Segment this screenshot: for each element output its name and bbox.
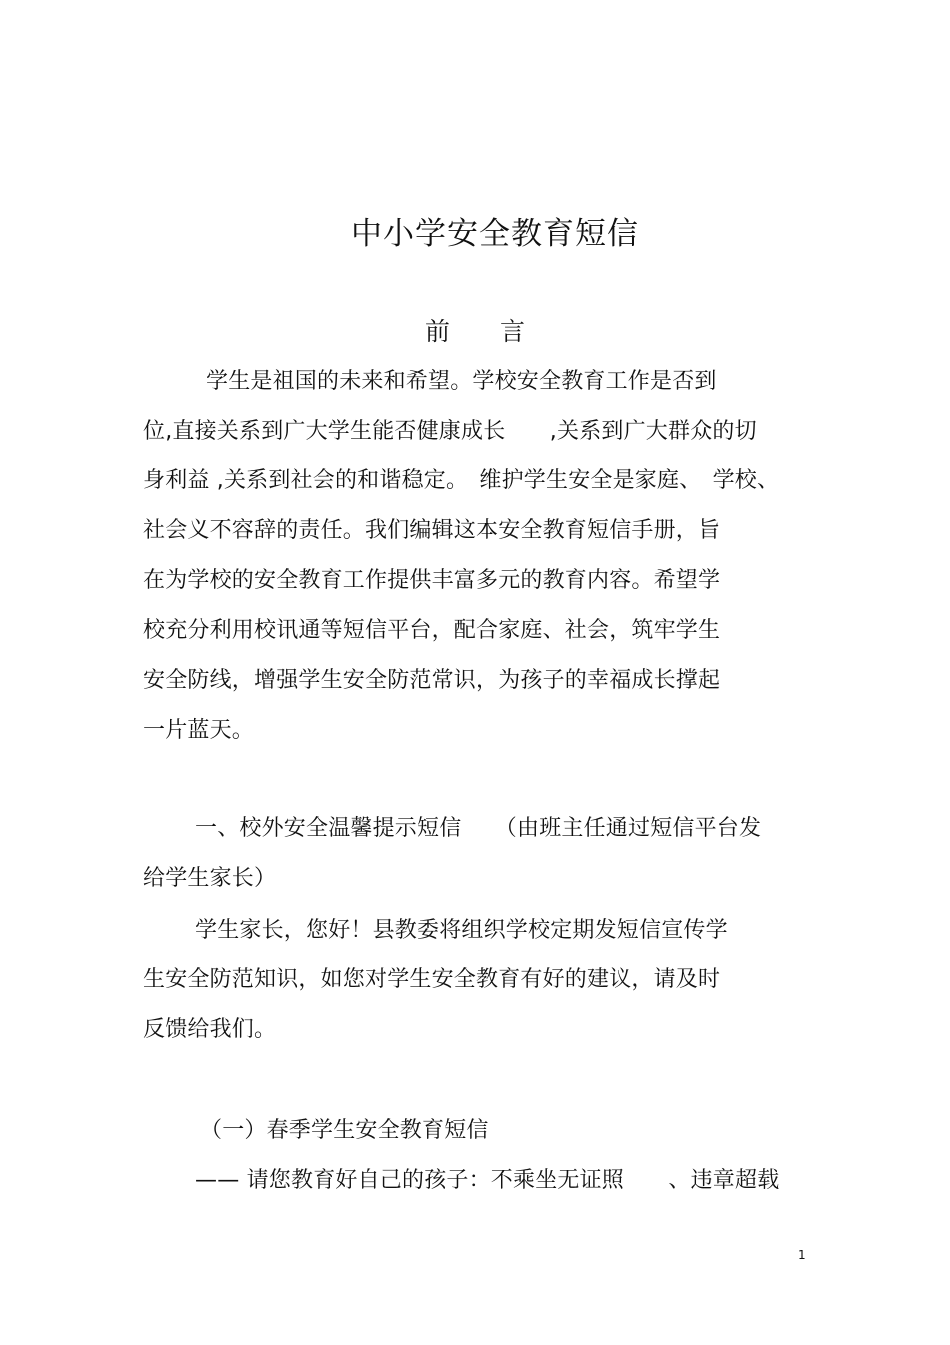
preface-heading: 前 言 xyxy=(424,317,525,346)
message-line: 学生家长，您好！县教委将组织学校定期发短信宣传学 xyxy=(195,918,728,943)
page-number: 1 xyxy=(798,1248,806,1262)
message-line: 生安全防范知识，如您对学生安全教育有好的建议，请及时 xyxy=(143,967,721,992)
preface-line: 位,直接关系到广大学生能否健康成长 ,关系到广大群众的切 xyxy=(143,419,757,444)
preface-line: 学生是祖国的未来和希望。学校安全教育工作是否到 xyxy=(206,369,717,394)
preface-line: 身利益 ,关系到社会的和谐稳定。 维护学生安全是家庭、 学校、 xyxy=(143,468,780,493)
preface-line: 社会义不容辞的责任。我们编辑这本安全教育短信手册，旨 xyxy=(143,518,721,543)
preface-line: 在为学校的安全教育工作提供丰富多元的教育内容。希望学 xyxy=(143,568,721,593)
preface-line: 一片蓝天。 xyxy=(143,718,255,743)
message-line: 反馈给我们。 xyxy=(143,1017,277,1042)
list-item: —— 请您教育好自己的孩子：不乘坐无证照 、违章超载 xyxy=(195,1168,780,1193)
subsection-title: （一）春季学生安全教育短信 xyxy=(200,1118,489,1143)
section-heading: 一、校外安全温馨提示短信 （由班主任通过短信平台发 xyxy=(195,816,762,841)
preface-line: 校充分利用校讯通等短信平台，配合家庭、社会，筑牢学生 xyxy=(143,618,721,643)
document-title: 中小学安全教育短信 xyxy=(351,216,639,252)
section-heading-cont: 给学生家长） xyxy=(143,866,277,891)
preface-line: 安全防线，增强学生安全防范常识，为孩子的幸福成长撑起 xyxy=(143,668,721,693)
